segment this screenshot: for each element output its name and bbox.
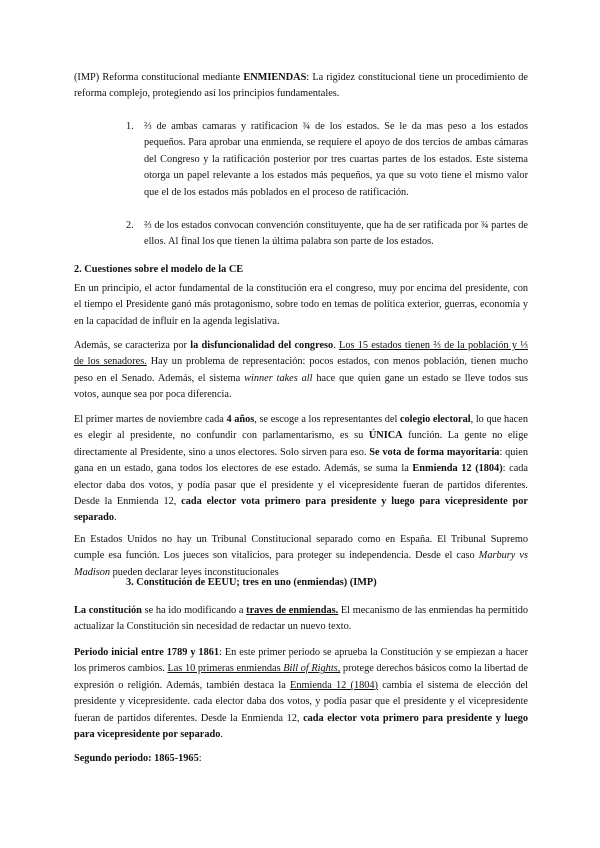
text: El primer martes de noviembre cada [74,414,227,425]
text: (IMP) Reforma constitucional mediante [74,72,244,83]
section-heading-cuestiones: 2. Cuestiones sobre el modelo de la CE [74,264,244,275]
text: : cada elector daba dos votos, y podía pasar que el presidente y el vicepresidente fueran de partidos diferentes. Desde la Enmienda 12, [74,463,528,508]
text: Hay un problema de representación: pocos estados, con menos población, tienen mucho peso en el Senado. Además, el sistema [74,356,528,384]
text: Además, se caracteriza por [74,340,191,351]
bold-text: ENMIENDAS [243,72,307,83]
italic-text: winner takes all [244,372,313,384]
bold-text: la disfuncionalidad del congreso [190,340,334,351]
bold-text: colegio electoral [399,414,471,425]
paragraph-tribunal [74,532,528,581]
paragraph-principio: En un principio, el actor fundamental de la constitución era el congreso, muy por encima del presidente, con el tiempo el Presidente ganó más protagonismo, sobre todo en temas de política exterior, guerras, economía y en la capacidad de influir en la agenda legislativa. [74,283,528,327]
paragraph-colegio-electoral [74,412,528,527]
bold-text: cada elector vota primero para presidente y luego para vicepresidente por separado [74,496,528,524]
bold-text: Periodo inicial entre 1789 y 1861 [74,647,220,658]
bold-text: ÚNICA [368,430,403,442]
text: protege derechos básicos como la libertad de expresión o religión. Además, también destaca la [74,663,529,691]
underlined-text: Enmienda 12 (1804) [290,679,378,691]
bold-text: Segundo periodo: 1865-1965 [74,753,199,764]
text: : La rigidez constitucional tiene un procedimiento de reforma complejo, protegiendo así los principios fundamentales. [74,72,529,100]
paragraph-periodo-inicial [74,645,528,743]
text: pueden declarar leyes inconstitucionales [110,566,279,578]
text: : quien gana en un estado, gana todos los electores de ese estado. Además, se suma la [74,446,528,475]
section-heading-constitucion: 3. Constitución de EEUU; tres en uno (enmiendas) (IMP) [126,577,377,588]
paragraph-imp-reforma [74,70,528,103]
bold-text: cada elector vota primero para presidente y luego para vicepresidente por separado [74,712,528,741]
bold-text: Se vota de forma mayoritaria [369,446,500,458]
text: hace que quien gane un estado se lleve todos sus votos, aunque sea por poca diferencia. [74,372,528,401]
bold-underlined-text: traves de enmiendas. [246,605,339,616]
bold-text: La constitución [74,605,142,616]
text: : [198,753,202,764]
text: El mecanismo de las enmiendas ha permitido actualizar la Constitución sin necesidad de redactar un nuevo texto. [74,605,529,633]
underlined-text: Los 15 estados tienen ⅔ de la población y ⅓ de los senadores. [74,340,528,368]
bold-text: 4 años [226,414,255,425]
list-number-2: 2. [126,220,134,231]
paragraph-disfuncionalidad [74,338,528,404]
text: , se escoge a los representantes del [254,414,400,425]
text: . [114,512,117,524]
italic-text: Marbury vs Madison [74,550,528,578]
italic-text: Bill of Rights, [283,663,341,675]
text: . [220,729,223,741]
paragraph-segundo-periodo [74,751,528,767]
text: En Estados Unidos no hay un Tribunal Constitucional separado como en España. El Tribunal Supremo cumple esa función. Los jueces son vitalicios, para proteger su independencia. Desde el caso [74,534,528,562]
paragraph-enmiendas [74,603,528,636]
text: función. La gente no elige directamente al Presidente, sino a unos electores. Solo sirven para eso. [74,430,528,458]
text: se ha ido modificando a [141,605,247,616]
list-number-1: 1. [126,121,134,132]
underlined-text: Las 10 primeras enmiendas [167,663,284,675]
text: , lo que hacen es elegir al presidente, no confundir con parlamentarismo, es su [74,414,528,442]
text: cambia el sistema de elección del presidente y vicepresidente. cada elector daba dos votos, y podía pasar que el presidente y el vicepresidente fueran de partidos diferentes. Desde la Enmienda 12, [74,679,528,724]
text: . [333,340,340,351]
underlined-italic-text [283,663,340,674]
list-item-1: ⅔ de ambas camaras y ratificacion ¾ de los estados. Se le da mas peso a los estados pequeños. Para aprobar una enmienda, se requiere el apoyo de dos tercios de ambas cámaras del Congreso y la ratificación posterior por tres cuartas partes de los estados. Este sistema otorga un papel relevante a los estados más pequeños, ya que su voto tiene el mismo valor que el de los estados más poblados en el proceso de ratificación. [144,121,528,198]
bold-text: Enmienda 12 (1804) [412,463,503,475]
text: : En este primer periodo se aprueba la Constitución y se empiezan a hacer los primeros cambios. [74,647,528,675]
list-item-2: ⅔ de los estados convocan convención constituyente, que ha de ser ratificada por ¾ partes de ellos. Al final los que tienen la última palabra son parte de los estados. [144,220,528,248]
